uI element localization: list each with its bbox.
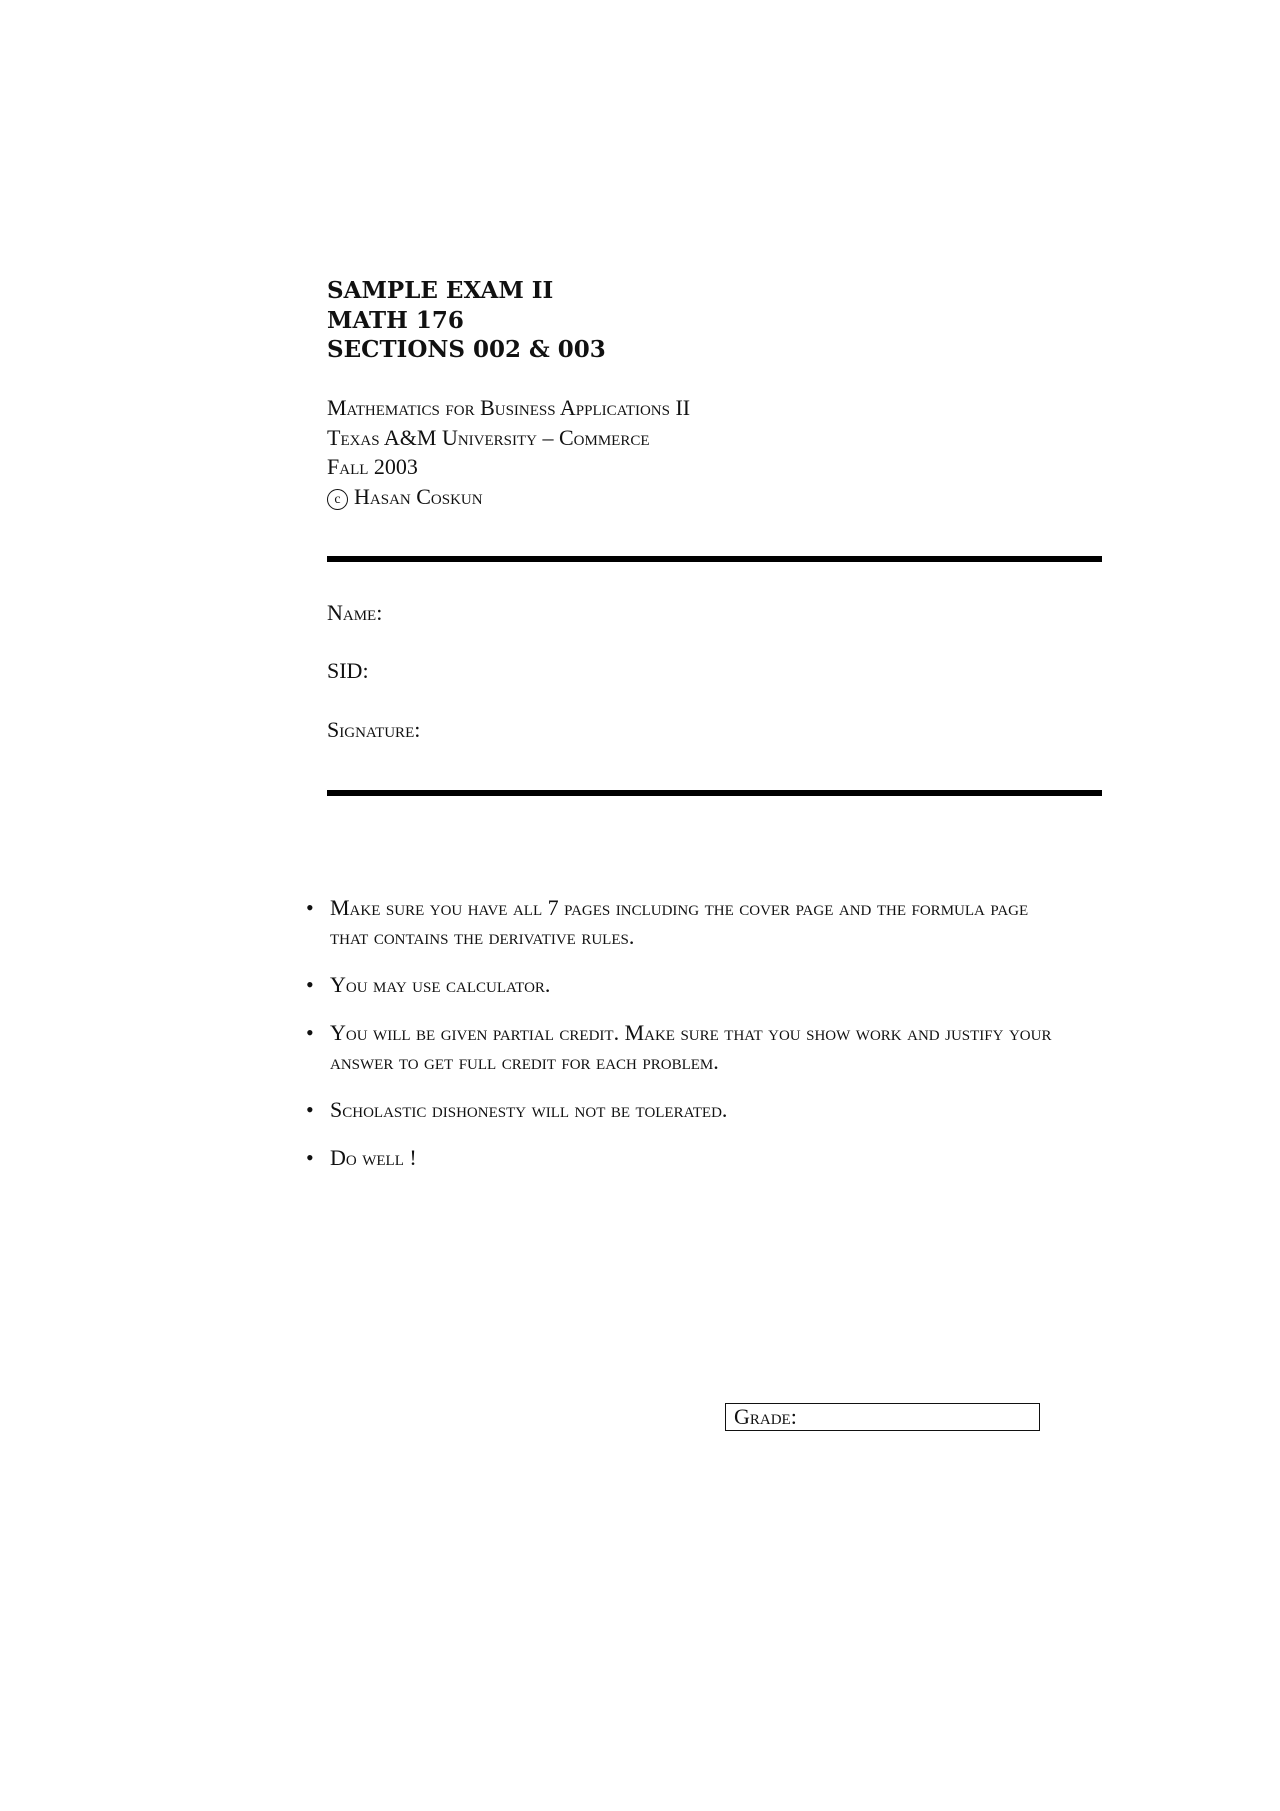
instruction-text: You will be given partial credit. Make sure that you show work and justify your answer to get full credit for each problem. bbox=[330, 1020, 1052, 1074]
signature-field-label: Signature: bbox=[327, 717, 421, 742]
bottom-divider bbox=[327, 790, 1102, 796]
grade-label: Grade: bbox=[734, 1404, 797, 1429]
bullet-icon: • bbox=[306, 895, 314, 920]
author-name: Hasan Coskun bbox=[354, 483, 483, 509]
top-divider bbox=[327, 556, 1102, 562]
grade-box bbox=[725, 1403, 1040, 1431]
sid-field-label: SID: bbox=[327, 658, 369, 683]
instruction-text: Make sure you have all 7 pages including the cover page and the formula page that contains the derivative rules. bbox=[330, 895, 1029, 949]
copyright-icon: c bbox=[327, 489, 348, 510]
exam-title: SAMPLE EXAM II bbox=[327, 277, 554, 304]
list-item bbox=[300, 1143, 1060, 1172]
university-name: Texas A&M University – Commerce bbox=[327, 424, 650, 450]
list-item bbox=[300, 1018, 1060, 1076]
list-item bbox=[300, 893, 1060, 951]
course-number: MATH 176 bbox=[327, 306, 464, 334]
instruction-text: Do well ! bbox=[330, 1145, 417, 1170]
bullet-icon: • bbox=[306, 1020, 314, 1045]
bullet-icon: • bbox=[306, 1097, 314, 1122]
copyright-line bbox=[327, 482, 690, 512]
instruction-text: Scholastic dishonesty will not be tolerated. bbox=[330, 1097, 728, 1122]
name-field-label: Name: bbox=[327, 600, 383, 625]
list-item bbox=[300, 1095, 1060, 1124]
instruction-text: You may use calculator. bbox=[330, 972, 551, 997]
list-item bbox=[300, 970, 1060, 999]
sections-line: SECTIONS 002 & 003 bbox=[327, 336, 606, 363]
course-name: Mathematics for Business Applications II bbox=[327, 395, 691, 420]
instructions-list bbox=[300, 893, 1060, 1191]
bullet-icon: • bbox=[306, 1145, 314, 1170]
bullet-icon: • bbox=[306, 972, 314, 997]
course-info-block bbox=[327, 393, 690, 511]
exam-title-block bbox=[327, 276, 606, 365]
term: Fall 2003 bbox=[327, 454, 418, 479]
